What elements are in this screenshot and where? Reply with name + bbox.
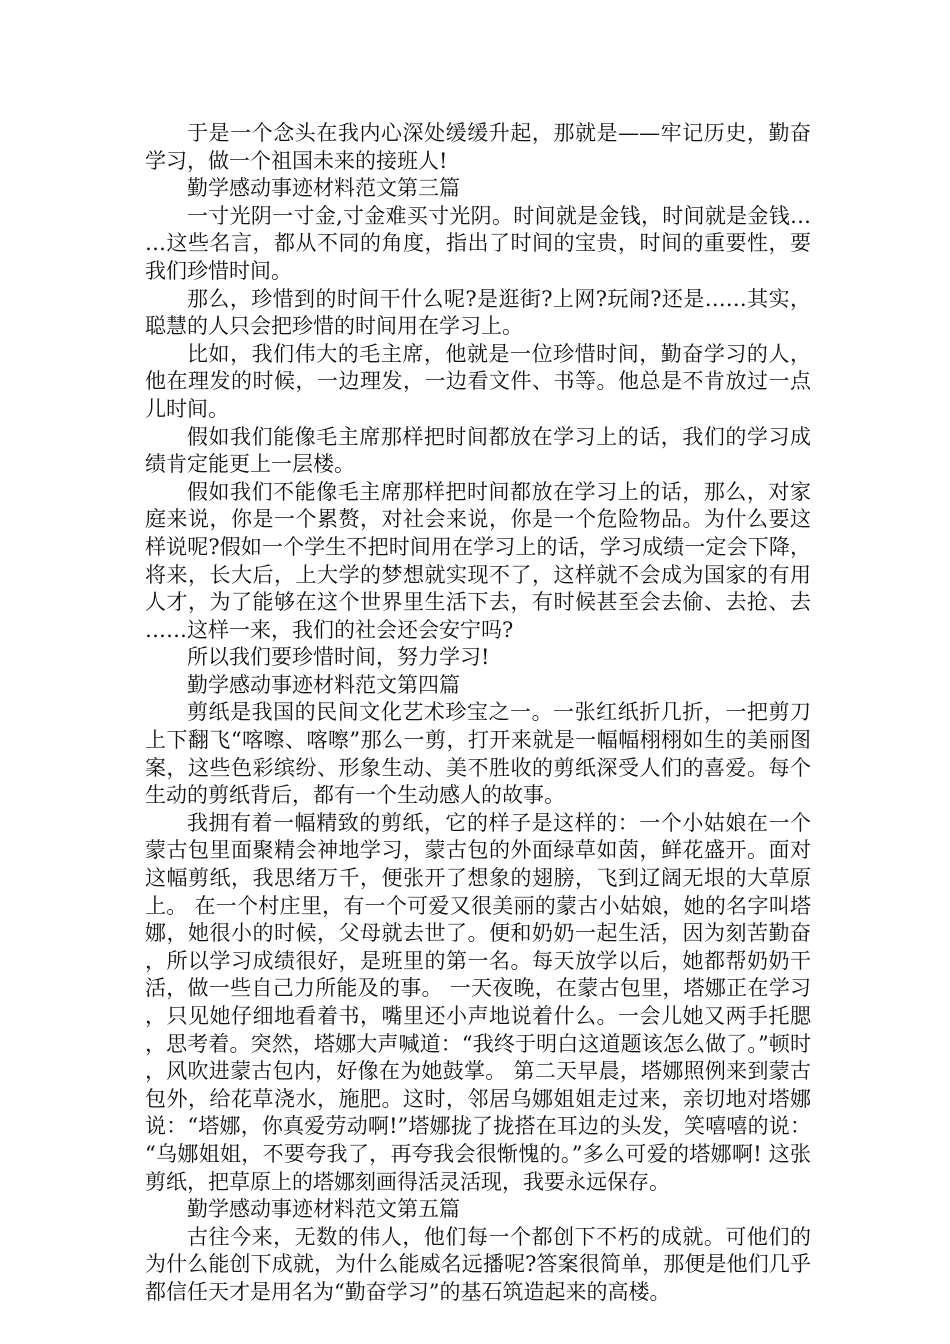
paragraph-paper-cutting: 剪纸是我国的民间文化艺术珍宝之一。一张红纸折几折，一把剪刀上下翻飞“喀嚓、喀嚓”那么一剪，打开来就是一幅幅栩栩如生的美丽图案，这些色彩缤纷、形象生动、美不胜收的剪纸深受人们的喜爱。每个生动的剪纸背后，都有一个生动感人的故事。 xyxy=(145,700,811,808)
paragraph-chairman-mao: 比如，我们伟大的毛主席，他就是一位珍惜时间，勤奋学习的人，他在理发的时候，一边理发，一边看文件、书等。他总是不肯放过一点儿时间。 xyxy=(145,341,811,421)
paragraph-remember-history: 于是一个念头在我内心深处缓缓升起，那就是——牢记历史，勤奋学习，做一个祖国未来的接班人! xyxy=(145,121,811,173)
paragraph-if-we-cannot: 假如我们不能像毛主席那样把时间都放在学习上的话，那么，对家庭来说，你是一个累赘，对社会来说，你是一个危险物品。为什么要这样说呢?假如一个学生不把时间用在学习上的话，学习成绩一定会下降，将来，长大后，上大学的梦想就实现不了，这样就不会成为国家的有用人才，为了能够在这个世界里生活下去，有时候甚至会去偷、去抢、去……这样一来，我们的社会还会安宁吗? xyxy=(145,479,811,642)
paragraph-tana-story: 我拥有着一幅精致的剪纸，它的样子是这样的：一个小姑娘在一个蒙古包里面聚精会神地学习，蒙古包的外面绿草如茵，鲜花盛开。面对这幅剪纸，我思绪万千，便张开了想象的翅膀，飞到辽阔无垠的大草原上。 在一个村庄里，有一个可爱又很美丽的蒙古小姑娘，她的名字叫塔娜，她很小的时候，父母就去世了。便和奶奶一起生活，因为刻苦勤奋，所以学习成绩很好，是班里的第一名。每天放学以后，她都帮奶奶干活，做一些自己力所能及的事。 一天夜晚，在蒙古包里，塔娜正在学习，只见她仔细地看着书，嘴里还小声地说着什么。一会儿她又两手托腮，思考着。突然，塔娜大声喊道：“我终于明白这道题该怎么做了。”顿时，风吹进蒙古包内，好像在为她鼓掌。 第二天早晨，塔娜照例来到蒙古包外，给花草浇水，施肥。这时，邻居乌娜姐姐走过来，亲切地对塔娜说：“塔娜，你真爱劳动啊!”塔娜拢了拢搭在耳边的头发，笑嘻嘻的说：“乌娜姐姐，不要夸我了，再夸我会很惭愧的。”多么可爱的塔娜啊! 这张剪纸，把草原上的塔娜刻画得活灵活现，我要永远保存。 xyxy=(145,810,811,1194)
paragraph-if-we-can: 假如我们能像毛主席那样把时间都放在学习上的话，我们的学习成绩肯定能更上一层楼。 xyxy=(145,424,811,477)
paragraph-great-people: 古往今来，无数的伟人，他们每一个都创下不朽的成就。可他们的为什么能创下成就，为什么能威名远播呢?答案很简单，那便是他们几乎都信任天才是用名为“勤奋学习”的基石筑造起来的高楼。 xyxy=(145,1224,811,1304)
paragraph-time-is-gold: 一寸光阴一寸金,寸金难买寸光阴。时间就是金钱，时间就是金钱……这些名言，都从不同的角度，指出了时间的宝贵，时间的重要性，要我们珍惜时间。 xyxy=(145,203,811,283)
document-body xyxy=(145,120,811,1307)
paragraph-cherish-time: 所以我们要珍惜时间，努力学习! xyxy=(187,645,490,670)
section-heading-fourth: 勤学感动事迹材料范文第四篇 xyxy=(187,672,460,697)
section-heading-third: 勤学感动事迹材料范文第三篇 xyxy=(187,176,460,201)
section-heading-fifth: 勤学感动事迹材料范文第五篇 xyxy=(187,1197,460,1222)
paragraph-what-to-do-with-time: 那么，珍惜到的时间干什么呢?是逛街?上网?玩闹?还是……其实，聪慧的人只会把珍惜的时间用在学习上。 xyxy=(145,286,811,339)
